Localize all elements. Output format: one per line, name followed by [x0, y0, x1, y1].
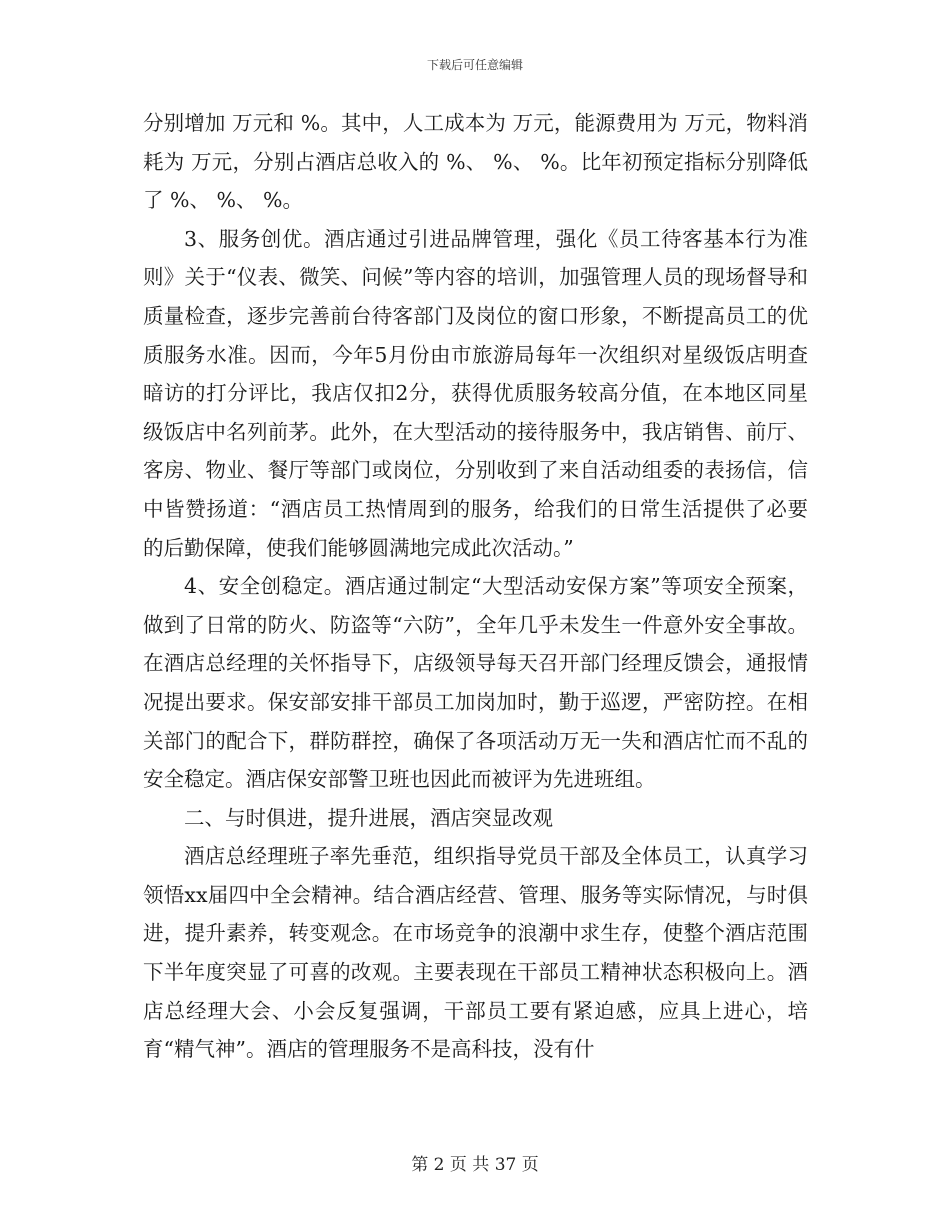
paragraph-safety: 4、安全创稳定。酒店通过制定“大型活动安保方案”等项安全预案，做到了日常的防火、防盗等“六防”，全年几乎未发生一件意外安全事故。在酒店总经理的关怀指导下，店级领导每天召开部门经理反馈会，通报情况提出要求。保安部安排干部员工加岗加时，勤于巡逻，严密防控。在相关部门的配合下，群防群控，确保了各项活动万无一失和酒店忙而不乱的安全稳定。酒店保安部警卫班也因此而被评为先进班组。	[143, 574, 808, 792]
section-heading-2: 二、与时俱进，提升进展，酒店突显改观	[184, 805, 553, 830]
paragraph-service: 3、服务创优。酒店通过引进品牌管理，强化《员工待客基本行为准则》关于“仪表、微笑、问候”等内容的培训，加强管理人员的现场督导和质量检查，逐步完善前台待客部门及岗位的窗口形象，不断提高员工的优质服务水准。因而，今年5月份由市旅游局每年一次组织对星级饭店明查暗访的打分评比，我店仅扣2分，获得优质服务较高分值，在本地区同星级饭店中名列前茅。此外，在大型活动的接待服务中，我店销售、前厅、客房、物业、餐厅等部门或岗位，分别收到了来自活动组委的表扬信，信中皆赞扬道：“酒店员工热情周到的服务，给我们的日常生活提供了必要的后勤保障，使我们能够圆满地完成此次活动。”	[143, 226, 808, 560]
paragraph-progress: 酒店总经理班子率先垂范，组织指导党员干部及全体员工，认真学习领悟xx届四中全会精神。结合酒店经营、管理、服务等实际情况，与时俱进，提升素养，转变观念。在市场竞争的浪潮中求生存，使整个酒店范围下半年度突显了可喜的改观。主要表现在干部员工精神状态积极向上。酒店总经理大会、小会反复强调，干部员工要有紧迫感，应具上进心，培育“精气神”。酒店的管理服务不是高科技，没有什	[143, 844, 808, 1062]
paragraph-1: 分别增加 万元和 %。其中，人工成本为 万元，能源费用为 万元，物料消耗为 万元，分别占酒店总收入的 %、 %、 %。比年初预定指标分别降低了 %、 %、 %。	[143, 111, 808, 213]
page-number-footer: 第 2 页 共 37 页	[411, 1155, 539, 1175]
page-header: 下载后可任意编辑	[426, 58, 523, 72]
document-body	[143, 104, 808, 1069]
